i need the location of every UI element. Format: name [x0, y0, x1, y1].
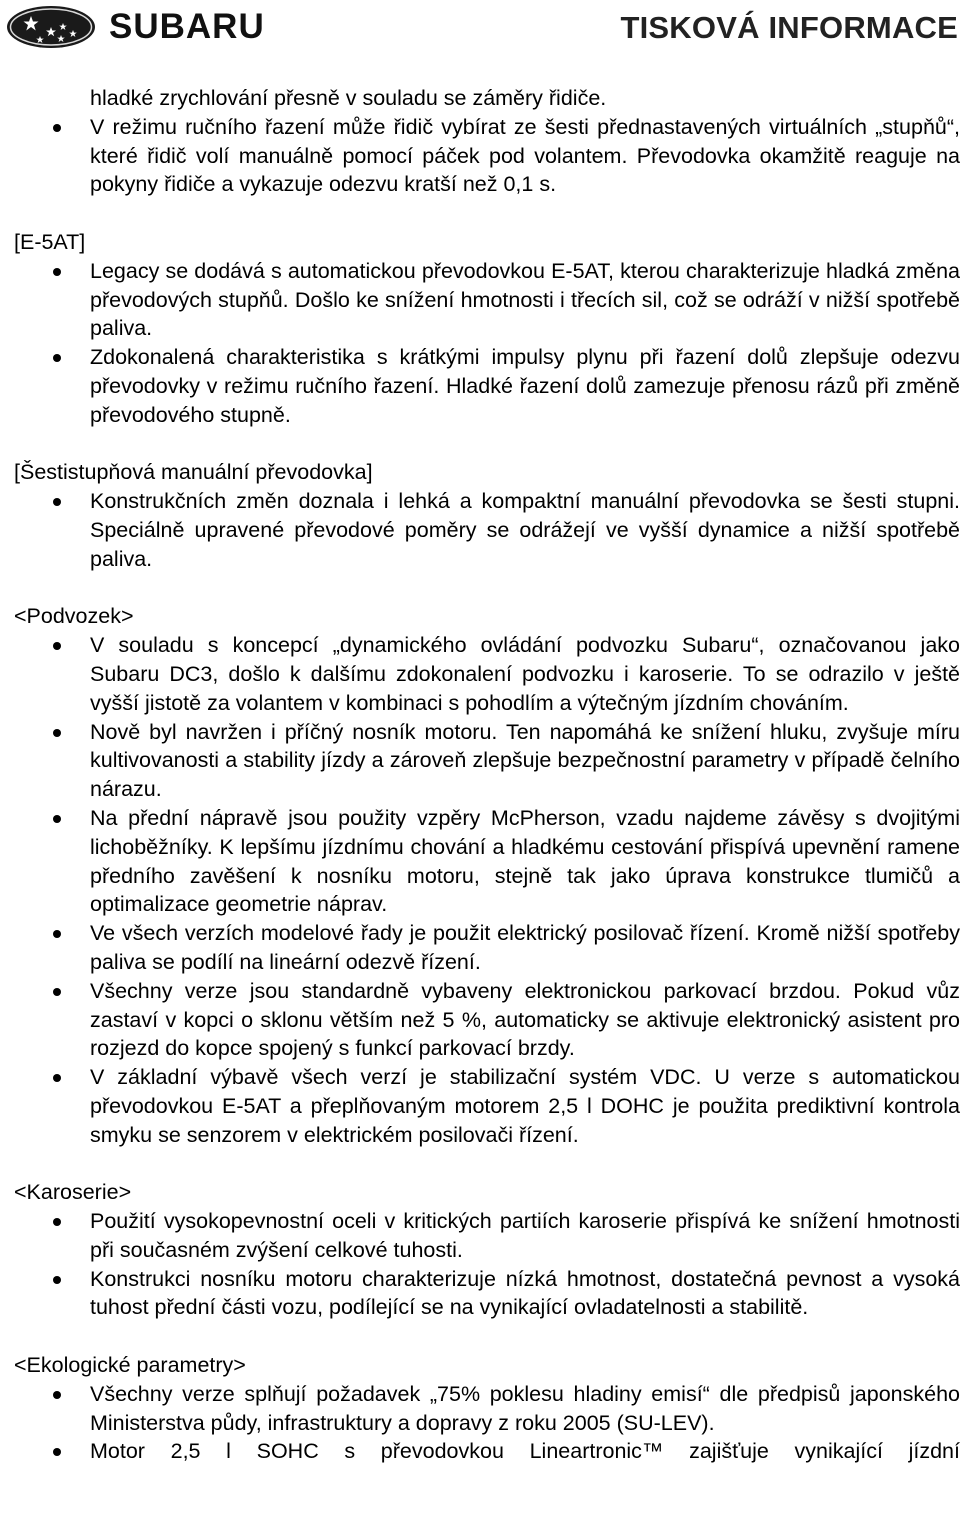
bullet-icon — [53, 1391, 61, 1399]
bullet-icon — [53, 642, 61, 650]
bullet-icon — [53, 930, 61, 938]
bullet-icon — [53, 729, 61, 737]
list-item — [14, 1380, 960, 1438]
bullet-icon — [53, 1074, 61, 1082]
list-item — [14, 1437, 960, 1466]
page-header — [0, 0, 960, 56]
e5at-bullet-list — [14, 257, 960, 430]
list-item-text: V základní výbavě všech verzí je stabilizační systém VDC. U verze s automatickou převodovkou E-5AT a přeplňovaným motorem 2,5 l DOHC je použita prediktivní kontrola smyku se senzorem v elektrickém posilovači řízení. — [90, 1065, 960, 1147]
list-item-text: V režimu ručního řazení může řidič vybírat ze šesti přednastavených virtuálních „stupňů“, které řidič volí manuálně pomocí páček pod volantem. Převodovka okamžitě reaguje na pokyny řidiče a vykazuje odezvu kratší než 0,1 s. — [90, 114, 960, 197]
continuation-paragraph: hladké zrychlování přesně v souladu se záměry řidiče. — [90, 86, 607, 110]
section-heading-ecology: <Ekologické parametry> — [14, 1353, 246, 1378]
page-title: TISKOVÁ INFORMACE — [620, 10, 958, 45]
ecology-bullet-list — [14, 1380, 960, 1466]
list-item — [14, 919, 960, 977]
bullet-icon — [53, 268, 61, 276]
list-item-text: Konstrukčních změn doznala i lehká a kompaktní manuální převodovka se šesti stupni. Speciálně upravené převodové poměry se odrážejí ve vyšší dynamice a nižší spotřebě paliva. — [90, 489, 960, 571]
bullet-icon — [53, 1218, 61, 1226]
brand-wordmark: SUBARU — [109, 7, 265, 46]
bullet-icon — [53, 1448, 61, 1456]
list-item-text: Legacy se dodává s automatickou převodovkou E-5AT, kterou charakterizuje hladká změna převodových stupňů. Došlo ke snížení hmotnosti i třecích sil, což se odráží v nižší spotřebě paliva. — [90, 258, 960, 341]
list-item-text: Motor 2,5 l SOHC s převodovkou Lineartronic™ zajišťuje vynikající jízdní — [90, 1439, 960, 1464]
list-item-text: Nově byl navržen i příčný nosník motoru. Ten napomáhá ke snížení hluku, zvyšuje míru kultivovanosti a stability jízdy a zároveň zlepšuje bezpečnostní parametry v případě čelního nárazu. — [90, 719, 960, 802]
list-item-text: Všechny verze jsou standardně vybaveny elektronickou parkovací brzdou. Pokud vůz zastaví v kopci o sklonu větším než 5 %, automaticky se aktivuje elektronický asistent pro rozjezd do kopce spojený s funkcí parkovací brzdy. — [90, 978, 960, 1061]
list-item — [14, 1265, 960, 1323]
bullet-icon — [53, 354, 61, 362]
list-item — [14, 113, 960, 199]
section-heading-chassis: <Podvozek> — [14, 604, 134, 629]
list-item-text: Na přední nápravě jsou použity vzpěry McPherson, vzadu najdeme závěsy s dvojitými lichoběžníky. K lepšímu jízdnímu chování a hladkému cestování přispívá upevnění ramene předního zavěšení k nosníku motoru, stejně tak jako úprava konstrukce tlumičů a optimalizace geometrie náprav. — [90, 805, 960, 917]
list-item — [14, 718, 960, 804]
list-item-text: Použití vysokopevnostní oceli v kritických partiích karoserie přispívá ke snížení hmotnosti při současném zvýšení celkové tuhosti. — [90, 1209, 960, 1262]
list-item-text: Všechny verze splňují požadavek „75% poklesu hladiny emisí“ dle předpisů japonského Ministerstva půdy, infrastruktury a dopravy z roku 2005 (SU-LEV). — [90, 1381, 960, 1435]
list-item-text: Ve všech verzích modelové řady je použit elektrický posilovač řízení. Kromě nižší spotřeby paliva se podílí na lineární odezvě řízení. — [90, 921, 960, 974]
section-heading-manual-gearbox: [Šestistupňová manuální převodovka] — [14, 460, 373, 485]
bullet-icon — [53, 1276, 61, 1284]
document-body — [14, 84, 960, 1466]
intro-bullet-list — [14, 113, 960, 199]
section-heading-e5at: [E-5AT] — [14, 229, 86, 254]
list-item — [14, 487, 960, 573]
bullet-icon — [53, 815, 61, 823]
bullet-icon — [53, 124, 61, 132]
section-heading-body: <Karoserie> — [14, 1180, 132, 1205]
list-item-text: Konstrukci nosníku motoru charakterizuje nízká hmotnost, dostatečná pevnost a vysoká tuhost přední části vozu, podílející se na vynikající ovladatelnosti a stabilitě. — [90, 1266, 960, 1320]
bullet-icon — [53, 498, 61, 506]
list-item — [14, 977, 960, 1063]
list-item — [14, 631, 960, 717]
subaru-logo — [5, 4, 265, 50]
list-item — [14, 1207, 960, 1265]
bullet-icon — [53, 988, 61, 996]
list-item-text: Zdokonalená charakteristika s krátkými impulsy plynu při řazení dolů zlepšuje odezvu převodovky v režimu ručního řazení. Hladké řazení dolů zamezuje přenosu rázů při změně převodového stupně. — [90, 345, 960, 427]
manual-gearbox-bullet-list — [14, 487, 960, 573]
list-item-text: V souladu s koncepcí „dynamického ovládání podvozku Subaru“, označovanou jako Subaru DC3, došlo k dalšímu zdokonalení podvozku i karoserie. To se odrazilo v ještě vyšší jistotě za volantem v kombinaci s pohodlím a výtečným jízdním chováním. — [90, 633, 960, 715]
list-item — [14, 1063, 960, 1149]
subaru-emblem-icon — [5, 4, 97, 50]
list-item — [14, 804, 960, 919]
list-item — [14, 343, 960, 429]
chassis-bullet-list — [14, 631, 960, 1149]
body-bullet-list — [14, 1207, 960, 1322]
list-item — [14, 257, 960, 343]
